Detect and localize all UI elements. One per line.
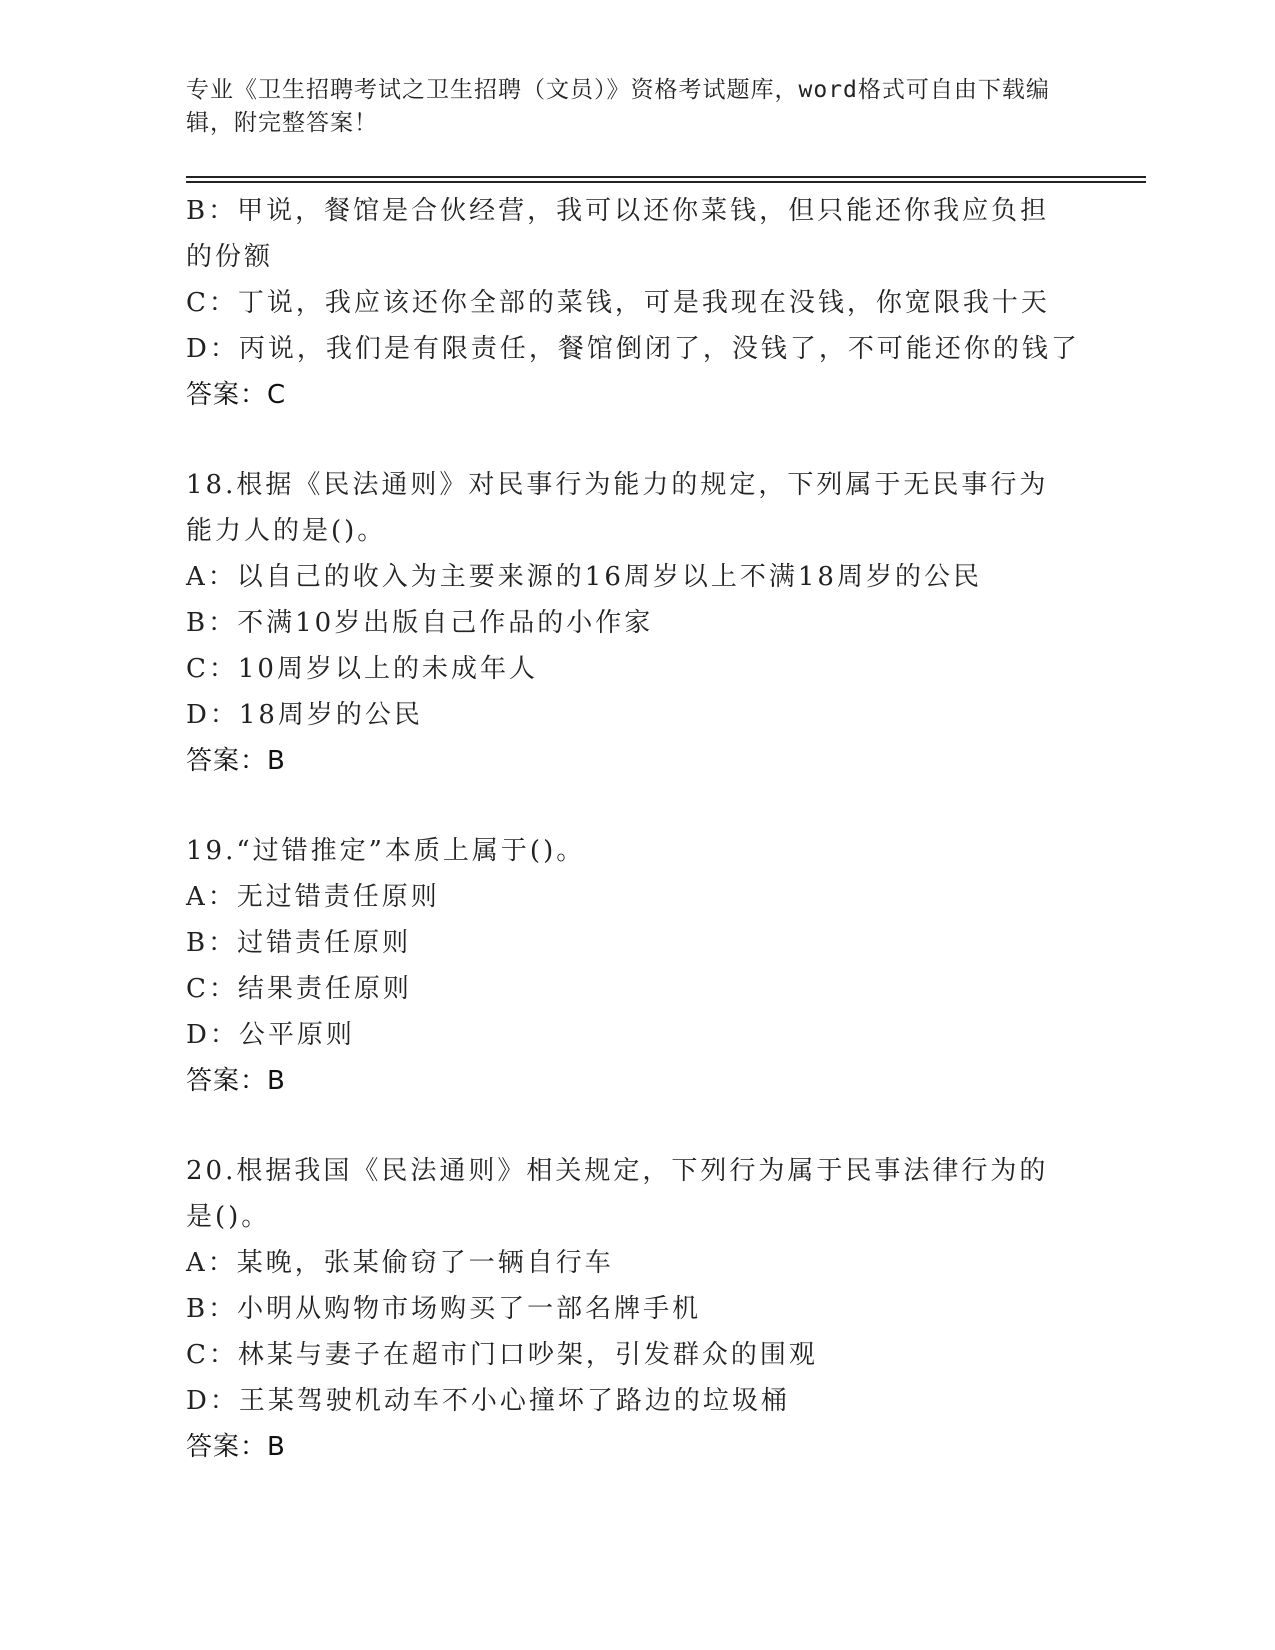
page-header: [186, 74, 1066, 140]
spacer: [186, 784, 1086, 828]
header-intro-text: 专业《卫生招聘考试之卫生招聘（文员）》资格考试题库，word格式可自由下载编辑，附完整答案！: [186, 77, 1050, 136]
answer-line: 答案：B: [186, 1066, 286, 1096]
option-a: A：以自己的收入为主要来源的16周岁以上不满18周岁的公民: [186, 562, 982, 592]
answer-line: 答案：C: [186, 380, 287, 410]
answer-line: 答案：B: [186, 746, 286, 776]
spacer: [186, 1104, 1086, 1148]
question-stem: 18.根据《民法通则》对民事行为能力的规定，下列属于无民事行为能力人的是()。: [186, 470, 1049, 546]
option-d: D：丙说，我们是有限责任，餐馆倒闭了，没钱了，不可能还你的钱了: [186, 334, 1080, 364]
option-c: C：丁说，我应该还你全部的菜钱，可是我现在没钱，你宽限我十天: [186, 288, 1050, 318]
option-c: C：林某与妻子在超市门口吵架，引发群众的围观: [186, 1340, 818, 1370]
answer-line: 答案：B: [186, 1432, 286, 1462]
option-b: B：不满10岁出版自己作品的小作家: [186, 608, 654, 638]
question-content: [186, 188, 1086, 1470]
question-18: [186, 462, 1086, 784]
spacer: [186, 418, 1086, 462]
option-b: B：甲说，餐馆是合伙经营，我可以还你菜钱，但只能还你我应负担的份额: [186, 196, 1050, 272]
option-a: A：某晚，张某偷窃了一辆自行车: [186, 1248, 614, 1278]
option-c: C：10周岁以上的未成年人: [186, 654, 538, 684]
option-a: A：无过错责任原则: [186, 882, 440, 912]
question-19: [186, 828, 1086, 1104]
question-stem: 20.根据我国《民法通则》相关规定，下列行为属于民事法律行为的是()。: [186, 1156, 1049, 1232]
option-d: D：公平原则: [186, 1020, 355, 1050]
question-17-continued: [186, 188, 1086, 418]
option-b: B：小明从购物市场购买了一部名牌手机: [186, 1294, 702, 1324]
header-divider-double: [186, 181, 1146, 183]
question-stem: 19.“过错推定”本质上属于()。: [186, 836, 586, 866]
option-d: D：18周岁的公民: [186, 700, 423, 730]
option-c: C：结果责任原则: [186, 974, 412, 1004]
question-20: [186, 1148, 1086, 1470]
option-d: D：王某驾驶机动车不小心撞坏了路边的垃圾桶: [186, 1386, 790, 1416]
option-b: B：过错责任原则: [186, 928, 412, 958]
header-divider: [186, 176, 1146, 178]
